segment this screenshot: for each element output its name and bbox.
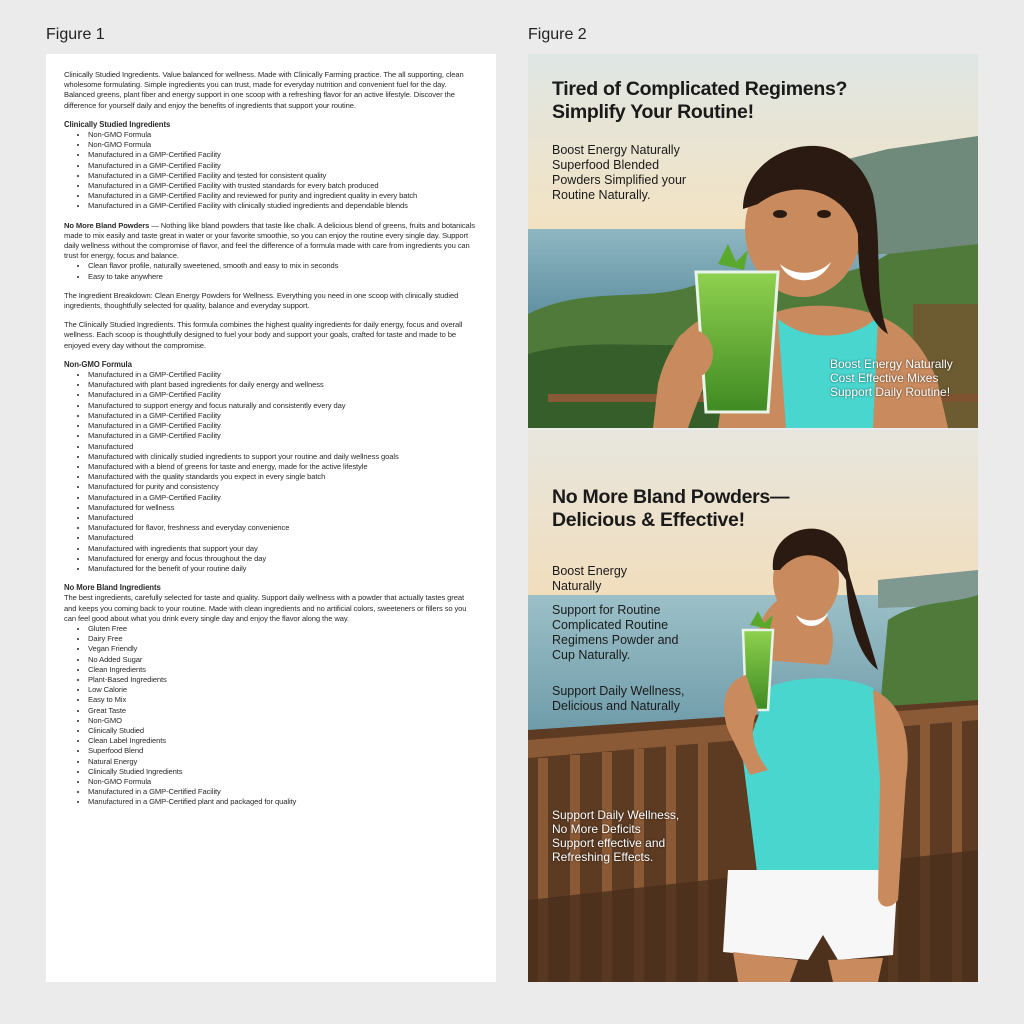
overlay-line: Boost Energy Naturally <box>830 357 953 371</box>
section-heading: No More Bland Ingredients <box>64 583 161 593</box>
list-item: • Manufactured with ingredients that support your day <box>88 544 478 554</box>
copy-line: Regimens Powder and <box>552 633 679 647</box>
paragraph: The best ingredients, carefully selected for taste and quality. Support daily wellness with a powder that actually tastes great and keeps you coming back to your routine. Made with clean ingredients and no artificial colors, sweeteners or fillers so you can feel good about what you drink every single day and enjoy the flavor along the way. <box>64 593 467 623</box>
intro-paragraph: Clinically Studied Ingredients. Value balanced for wellness. Made with Clinically Farming practice. The all supporting, clean wholesome formulating. Simple ingredients you can trust, made for everyday nutrition and convenient fuel for the day. Balanced greens, plant fiber and energy support in one scoop with a refreshing flavor for an active lifestyle. Discover the difference for yourself daily and enjoy the benefits of ingredients that support your routine. <box>64 70 464 110</box>
list-item: • Low Calorie <box>88 685 478 695</box>
list-item: • Manufactured <box>88 533 478 543</box>
list-item: • Manufactured in a GMP-Certified Facility and reviewed for purity and ingredient quality in every batch <box>88 191 478 201</box>
paragraph: The Ingredient Breakdown: Clean Energy Powders for Wellness. Everything you need in one scoop with clinically studied ingredients, thoughtfully selected for quality, balance and everyday support. <box>64 290 459 311</box>
list-item: • Manufactured in a GMP-Certified Facility <box>88 787 478 797</box>
list-item: • Manufactured with a blend of greens for taste and energy, made for the active lifestyle <box>88 462 478 472</box>
list-item: • Superfood Blend <box>88 746 478 756</box>
list-item: • Easy to Mix <box>88 695 478 705</box>
list-item: • Non-GMO Formula <box>88 140 478 150</box>
headline-line: Simplify Your Routine! <box>552 101 754 123</box>
copy-line: Powders Simplified your <box>552 173 687 187</box>
copy-line: Cup Naturally. <box>552 648 631 662</box>
list-item: • Manufactured in a GMP-Certified Facility <box>88 161 478 171</box>
list-item: • Clean flavor profile, naturally sweetened, smooth and easy to mix in seconds <box>88 261 478 271</box>
list-item: • Non-GMO Formula <box>88 777 478 787</box>
figure-1-label: Figure 1 <box>46 26 105 43</box>
list-item: • Manufactured <box>88 513 478 523</box>
overlay-line: No More Deficits <box>552 822 641 836</box>
list-item: • Manufactured <box>88 442 478 452</box>
bullet-list <box>64 370 478 574</box>
ad-panel-top <box>528 54 978 428</box>
overlay-line: Support Daily Routine! <box>830 385 951 399</box>
paragraph-text: — Nothing like bland powders that taste like chalk. A delicious blend of greens, fruits and botanicals made to mix easily and taste great in water or your favorite smoothie, so you can enjoy the routine every single day. Support daily wellness without the compromise of flavor, and feel the difference of a formula made with care from ingredients you can trust for energy, focus and balance. <box>64 220 475 261</box>
ad-headline-top <box>552 78 847 124</box>
list-item: • Non-GMO <box>88 716 478 726</box>
list-item: • Manufactured in a GMP-Certified Facility <box>88 431 478 441</box>
list-item: • Manufactured in a GMP-Certified Facility <box>88 390 478 400</box>
list-item: • Non-GMO Formula <box>88 130 478 140</box>
figure-2-label: Figure 2 <box>528 26 587 43</box>
ad-headline-bottom <box>552 486 789 532</box>
ad-panel-bottom <box>528 430 978 982</box>
ad-copy-bottom-1 <box>552 564 627 594</box>
list-item: • Clinically Studied Ingredients <box>88 767 478 777</box>
list-item: • Manufactured in a GMP-Certified Facility <box>88 150 478 160</box>
list-item: • Easy to take anywhere <box>88 272 478 282</box>
list-item: • Manufactured in a GMP-Certified Facility and tested for consistent quality <box>88 171 478 181</box>
bullet-list <box>64 624 478 808</box>
section-heading: Non-GMO Formula <box>64 359 132 369</box>
list-item: • Manufactured in a GMP-Certified Facility with clinically studied ingredients and dependable blends <box>88 201 478 211</box>
overlay-line: Cost Effective Mixes <box>830 371 939 385</box>
list-item: • Clinically Studied <box>88 726 478 736</box>
copy-line: Delicious and Naturally <box>552 699 680 713</box>
list-item: • Manufactured for wellness <box>88 503 478 513</box>
ad-copy-bottom-2 <box>552 603 678 663</box>
list-item: • Manufactured in a GMP-Certified plant and packaged for quality <box>88 797 478 807</box>
list-item: • Manufactured for the benefit of your routine daily <box>88 564 478 574</box>
ad-overlay-top <box>830 357 953 399</box>
bullet-list <box>64 130 478 212</box>
list-item: • Plant-Based Ingredients <box>88 675 478 685</box>
list-item: • Manufactured with the quality standards you expect in every single batch <box>88 472 478 482</box>
overlay-line: Support Daily Wellness, <box>552 808 680 822</box>
copy-line: Complicated Routine <box>552 618 669 632</box>
ad-copy-bottom-3 <box>552 684 684 714</box>
copy-line: Support for Routine <box>552 603 661 617</box>
list-item: • Great Taste <box>88 706 478 716</box>
headline-line: Tired of Complicated Regimens? <box>552 78 848 100</box>
paragraph-lead: No More Bland Powders <box>64 220 150 230</box>
list-item: • Manufactured with clinically studied ingredients to support your routine and daily wellness goals <box>88 452 478 462</box>
list-item: • Manufactured for flavor, freshness and everyday convenience <box>88 523 478 533</box>
copy-line: Superfood Blended <box>552 158 660 172</box>
paragraph: The Clinically Studied Ingredients. This formula combines the highest quality ingredients for daily energy, focus and overall wellness. Each scoop is thoughtfully designed to fuel your body and support your goals, crafted for taste and made to be enjoyed every day without the compromise. <box>64 320 463 350</box>
overlay-line: Support effective and <box>552 836 666 850</box>
list-item: • Manufactured in a GMP-Certified Facility <box>88 421 478 431</box>
ad-copy-top <box>552 143 686 203</box>
list-item: • Vegan Friendly <box>88 644 478 654</box>
text-document <box>46 54 496 982</box>
list-item: • Manufactured to support energy and focus naturally and consistently every day <box>88 401 478 411</box>
list-item: • Manufactured for purity and consistency <box>88 482 478 492</box>
list-item: • Manufactured in a GMP-Certified Facility with trusted standards for every batch produced <box>88 181 478 191</box>
bullet-list <box>64 261 478 281</box>
copy-line: Naturally <box>552 579 602 593</box>
list-item: • No Added Sugar <box>88 655 478 665</box>
list-item: • Dairy Free <box>88 634 478 644</box>
list-item: • Manufactured in a GMP-Certified Facility <box>88 411 478 421</box>
list-item: • Manufactured in a GMP-Certified Facility <box>88 493 478 503</box>
overlay-line: Refreshing Effects. <box>552 850 654 864</box>
copy-line: Boost Energy <box>552 564 628 578</box>
list-item: • Manufactured with plant based ingredients for daily energy and wellness <box>88 380 478 390</box>
list-item: • Natural Energy <box>88 757 478 767</box>
section-heading: Clinically Studied Ingredients <box>64 119 171 129</box>
list-item: • Clean Label Ingredients <box>88 736 478 746</box>
headline-line: Delicious & Effective! <box>552 509 745 531</box>
ad-figure <box>528 54 978 982</box>
list-item: • Manufactured in a GMP-Certified Facility <box>88 370 478 380</box>
list-item: • Clean Ingredients <box>88 665 478 675</box>
copy-line: Support Daily Wellness, <box>552 684 685 698</box>
list-item: • Manufactured for energy and focus throughout the day <box>88 554 478 564</box>
paragraph <box>64 221 478 262</box>
list-item: • Gluten Free <box>88 624 478 634</box>
copy-line: Boost Energy Naturally <box>552 143 680 157</box>
ad-overlay-bottom <box>552 808 679 864</box>
copy-line: Routine Naturally. <box>552 188 651 202</box>
headline-line: No More Bland Powders— <box>552 486 790 508</box>
